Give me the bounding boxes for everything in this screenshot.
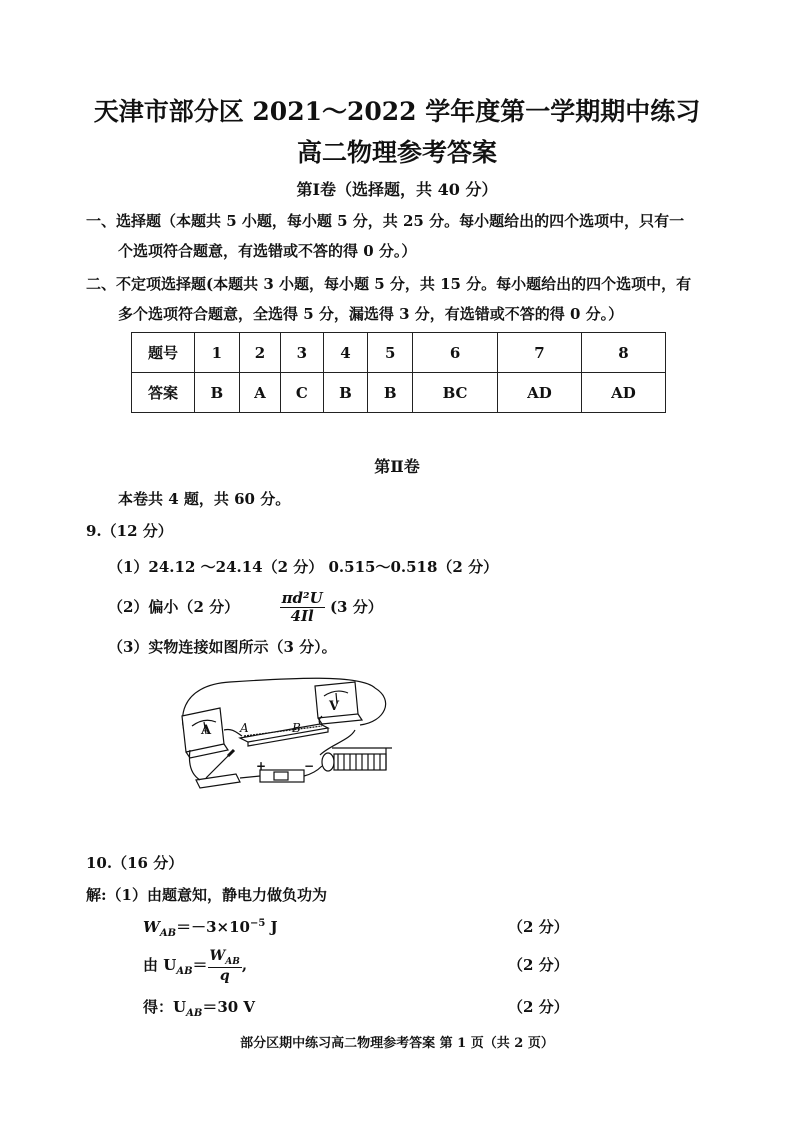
resistivity-formula — [280, 590, 325, 626]
section1-line1: 一、选择题（本题共 5 小题，每小题 5 分，共 25 分。每小题给出的四个选项中，只有一 — [86, 212, 685, 230]
q10-eq1-score: （2 分） — [508, 918, 569, 936]
table-cell: 7 — [497, 333, 581, 373]
table-cell: 4 — [323, 333, 368, 373]
part2-heading: 第Ⅱ卷 — [374, 457, 420, 476]
q10-title: 10.（16 分） — [86, 854, 184, 872]
voltmeter-label: V — [329, 699, 340, 714]
ammeter-label: A — [201, 723, 212, 738]
table-cell: AD — [497, 373, 581, 413]
eq1-subscript: AB — [159, 928, 177, 939]
answer-table — [131, 332, 666, 413]
eq3-subscript: AB — [186, 1008, 203, 1019]
section2-line2: 多个选项符合题意，全选得 5 分，漏选得 3 分，有选错或不答的得 0 分。） — [118, 305, 624, 323]
eq2-fraction — [208, 948, 242, 984]
table-row — [132, 333, 666, 373]
wire-ammeter-switch — [189, 750, 200, 780]
eq1-value: ＝－3×10 — [176, 918, 250, 936]
q10-eq3-score: （2 分） — [508, 998, 569, 1016]
eq1-symbol: W — [143, 918, 160, 936]
q9-item3: （3）实物连接如图所示（3 分）。 — [108, 638, 337, 656]
q9-item1: （1）24.12 ～24.14（2 分） 0.515～0.518（2 分） — [108, 558, 499, 576]
table-cell: AD — [581, 373, 665, 413]
battery-plus-label: + — [256, 759, 267, 773]
rheostat-icon — [322, 748, 392, 771]
table-cell: BC — [413, 373, 498, 413]
section2-line1: 二、不定项选择题(本题共 3 小题，每小题 5 分，共 15 分。每小题给出的四个选项中，有 — [86, 275, 692, 293]
table-cell: B — [195, 373, 240, 413]
part2-intro: 本卷共 4 题，共 60 分。 — [118, 490, 291, 508]
page-title: 天津市部分区 2021～2022 学年度第一学期期中练习 — [93, 97, 701, 126]
table-cell: C — [281, 373, 323, 413]
wire-voltmeter-rheostat — [320, 730, 355, 755]
table-row — [132, 373, 666, 413]
formula-denominator: 4Il — [290, 607, 314, 626]
table-cell: 8 — [581, 333, 665, 373]
eq3-value: ＝30 V — [202, 998, 256, 1016]
eq1-unit: J — [265, 918, 278, 936]
q9-item2-prefix: （2）偏小（2 分） — [108, 597, 240, 616]
table-cell: 2 — [239, 333, 280, 373]
wire-voltmeter-right — [360, 688, 386, 725]
eq2-equals: ＝ — [192, 956, 208, 975]
table-cell: 1 — [195, 333, 240, 373]
table-cell: 5 — [368, 333, 413, 373]
page-footer: 部分区期中练习高二物理参考答案 第 1 页（共 2 页） — [240, 1036, 554, 1051]
battery-minus-label: − — [304, 759, 315, 773]
wire-switch-battery — [240, 776, 260, 778]
circuit-diagram — [170, 670, 420, 800]
eq2-subscript: AB — [176, 966, 193, 978]
eq1-exponent: −5 — [249, 918, 266, 929]
section1-line2: 个选项符合题意，有选错或不答的得 0 分。） — [118, 242, 417, 260]
table-cell: B — [323, 373, 368, 413]
q9-title: 9.（12 分） — [86, 522, 173, 540]
q10-step1: 解:（1）由题意知，静电力做负功为 — [86, 886, 327, 904]
row-header-answer: 答案 — [132, 373, 195, 413]
q10-eq2 — [143, 948, 247, 984]
q10-eq1 — [143, 916, 278, 939]
formula-numerator: πd²U — [281, 589, 323, 607]
eq2-tail: , — [241, 956, 248, 975]
q10-eq2-score: （2 分） — [508, 956, 569, 974]
q9-item2-suffix: (3 分） — [329, 597, 383, 616]
table-cell: B — [368, 373, 413, 413]
resistance-wire-board-icon — [240, 724, 328, 746]
part1-heading: 第Ⅰ卷（选择题，共 40 分） — [296, 180, 498, 199]
table-cell: A — [239, 373, 280, 413]
q9-item2 — [108, 590, 383, 626]
eq3-prefix: 得：U — [143, 998, 187, 1016]
eq2-numerator: W — [209, 948, 226, 964]
page-subtitle: 高二物理参考答案 — [296, 138, 497, 167]
table-cell: 3 — [281, 333, 323, 373]
eq2-denominator: q — [219, 968, 230, 985]
wire-label-a: A — [240, 721, 249, 735]
eq2-prefix: 由 U — [143, 956, 177, 975]
battery-icon — [260, 770, 304, 782]
wire-label-b: B — [292, 721, 301, 735]
row-header-number: 题号 — [132, 333, 195, 373]
table-cell: 6 — [413, 333, 498, 373]
q10-eq3 — [143, 996, 255, 1019]
eq2-numerator-subscript: AB — [225, 956, 240, 967]
